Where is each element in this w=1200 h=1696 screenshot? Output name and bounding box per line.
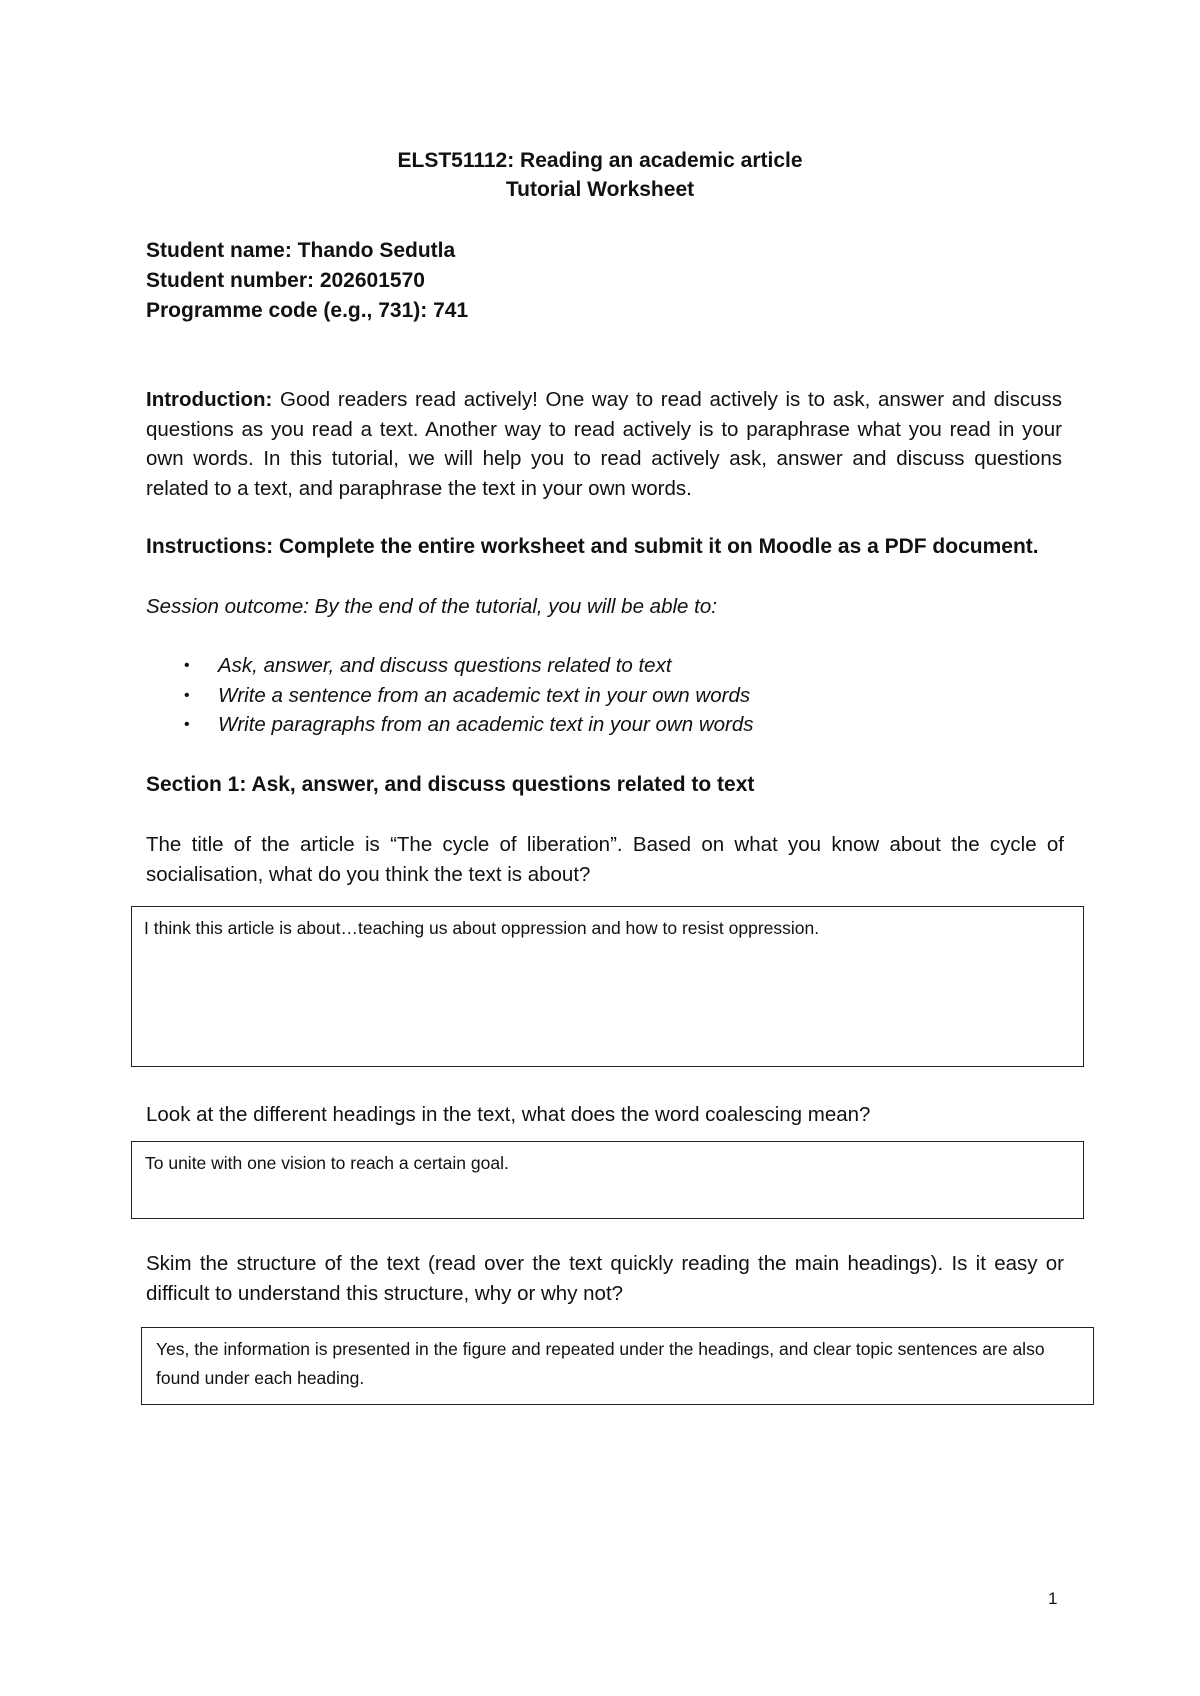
worksheet-subtitle: Tutorial Worksheet xyxy=(505,178,695,201)
question-1: The title of the article is “The cycle of liberation”. Based on what you know about the cycle of socialisation, what do you think the text is about? xyxy=(146,833,1064,886)
bullet-icon: • xyxy=(184,657,190,674)
list-item: • Ask, answer, and discuss questions related to text xyxy=(146,651,754,681)
question-3: Skim the structure of the text (read over the text quickly reading the main headings). Is it easy or difficult to understand this structure, why or why not? xyxy=(146,1252,1064,1305)
student-number: Student number: 202601570 xyxy=(146,269,425,292)
instructions-line: Instructions: Complete the entire worksheet and submit it on Moodle as a PDF document. xyxy=(146,535,1039,558)
page-number: 1 xyxy=(1048,1589,1058,1608)
introduction-paragraph xyxy=(146,385,1062,503)
list-item: • Write a sentence from an academic text in your own words xyxy=(146,681,754,711)
answer-1-text: I think this article is about…teaching us about oppression and how to resist oppression. xyxy=(144,918,820,938)
document-header xyxy=(0,146,1200,204)
answer-2-text: To unite with one vision to reach a certain goal. xyxy=(145,1153,509,1173)
student-name: Student name: Thando Sedutla xyxy=(146,239,456,262)
answer-3-text: Yes, the information is presented in the figure and repeated under the headings, and clear topic sentences are also found under each heading. xyxy=(156,1339,1045,1388)
bullet-icon: • xyxy=(184,716,190,733)
answer-box-3[interactable] xyxy=(141,1327,1094,1405)
bullet-icon: • xyxy=(184,686,190,704)
list-item: • Write paragraphs from an academic text in your own words xyxy=(146,710,754,740)
student-info-block xyxy=(146,236,468,326)
session-outcome-intro: Session outcome: By the end of the tutorial, you will be able to: xyxy=(146,595,717,618)
section-1-heading: Section 1: Ask, answer, and discuss questions related to text xyxy=(146,773,755,796)
programme-code: Programme code (e.g., 731): 741 xyxy=(146,299,469,322)
introduction-label: Introduction: xyxy=(146,388,273,411)
question-2: Look at the different headings in the text, what does the word coalescing mean? xyxy=(146,1103,871,1126)
answer-box-2[interactable] xyxy=(131,1141,1084,1219)
outcomes-list xyxy=(146,651,754,740)
course-title: ELST51112: Reading an academic article xyxy=(397,149,803,172)
introduction-text: Good readers read actively! One way to read actively is to ask, answer and discuss questions as you read a text. Another way to read actively is to paraphrase what you read in your own words. In this tutorial, we will help you to read actively ask, answer and discuss questions related to a text, and paraphrase the text in your own words. xyxy=(146,388,1062,500)
answer-box-1[interactable] xyxy=(131,906,1084,1067)
